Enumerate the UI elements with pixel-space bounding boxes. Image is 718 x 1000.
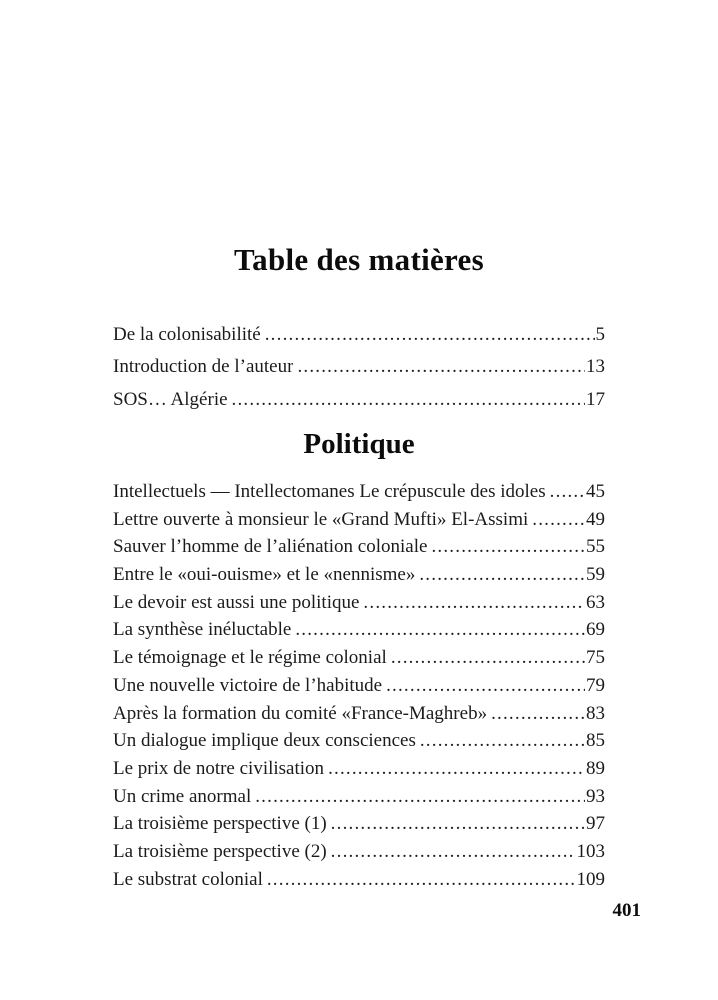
toc-entry — [113, 866, 605, 894]
toc-entry — [113, 533, 605, 561]
dot-leader — [295, 616, 585, 644]
toc-entry-page: 49 — [586, 508, 605, 530]
dot-leader — [550, 478, 585, 506]
dot-leader — [331, 838, 576, 866]
toc-entry-page: 69 — [586, 619, 605, 641]
dot-leader — [420, 727, 585, 755]
toc-entry-page: 45 — [586, 481, 605, 502]
toc-entry-title: Une nouvelle victoire de l’habitude — [113, 674, 383, 696]
toc-entry — [113, 506, 605, 534]
toc-entry — [113, 616, 605, 644]
toc-entry-page: 83 — [586, 702, 605, 724]
toc-entry-page: 63 — [586, 591, 605, 613]
toc-entry — [113, 727, 605, 755]
toc-entry — [113, 810, 605, 838]
dot-leader — [255, 783, 585, 811]
toc-entry-page: 5 — [595, 324, 605, 345]
toc-entry-page: 75 — [586, 647, 605, 669]
dot-leader — [532, 506, 585, 534]
dot-leader — [419, 561, 585, 589]
toc-entry-page: 93 — [586, 785, 605, 807]
section-heading-politique: Politique — [303, 428, 415, 460]
toc-entry — [113, 351, 605, 383]
toc-entry — [113, 755, 605, 783]
page-title: Table des matières — [234, 242, 484, 277]
dot-leader — [297, 351, 585, 383]
toc-entry-title: Le prix de notre civilisation — [113, 757, 325, 779]
toc-entry-title: Introduction de l’auteur — [113, 356, 294, 378]
dot-leader — [491, 700, 585, 728]
toc-entry-title: Lettre ouverte à monsieur le «Grand Mufti» El-Assimi — [113, 508, 529, 530]
dot-leader — [331, 810, 585, 838]
toc-entry-page: 55 — [586, 536, 605, 558]
dot-leader — [265, 319, 595, 351]
toc-entry — [113, 319, 605, 351]
toc-entry-title: De la colonisabilité — [113, 324, 261, 345]
toc-entry-title: SOS… Algérie — [113, 388, 228, 410]
dot-leader — [363, 589, 585, 617]
toc-entry-title: Après la formation du comité «France-Maghreb» — [113, 702, 488, 724]
toc-entry-page: 13 — [586, 356, 605, 378]
toc-entry-page: 85 — [586, 730, 605, 752]
toc-entry-title: La synthèse inéluctable — [113, 619, 292, 641]
dot-leader — [391, 644, 585, 672]
toc-entry-page: 89 — [586, 757, 605, 779]
toc-entry — [113, 561, 605, 589]
dot-leader — [431, 533, 585, 561]
toc-politique-section — [113, 478, 605, 893]
toc-entry — [113, 783, 605, 811]
dot-leader — [267, 866, 576, 894]
toc-entry-page: 17 — [586, 388, 605, 410]
dot-leader — [386, 672, 585, 700]
toc-entry-title: Le témoignage et le régime colonial — [113, 647, 387, 669]
toc-entry-page: 79 — [586, 674, 605, 696]
dot-leader — [328, 755, 585, 783]
toc-entry-title: La troisième perspective (2) — [113, 840, 327, 862]
toc-entry — [113, 589, 605, 617]
toc-entry-page: 97 — [586, 813, 605, 835]
toc-front-matter — [113, 319, 605, 416]
toc-entry-title: La troisième perspective (1) — [113, 813, 327, 835]
toc-entry-page: 59 — [586, 564, 605, 586]
toc-entry — [113, 384, 605, 416]
toc-entry — [113, 672, 605, 700]
toc-entry-title: Sauver l’homme de l’aliénation coloniale — [113, 536, 428, 558]
toc-entry — [113, 478, 605, 506]
toc-entry-title: Entre le «oui-ouisme» et le «nennisme» — [113, 564, 416, 586]
page-number: 401 — [612, 900, 641, 921]
toc-entry-page: 103 — [576, 840, 605, 862]
toc-entry — [113, 644, 605, 672]
toc-entry-title: Intellectuels — Intellectomanes Le crépuscule des idoles — [113, 481, 546, 502]
toc-entry — [113, 838, 605, 866]
toc-entry-title: Un dialogue implique deux consciences — [113, 730, 416, 752]
toc-entry-title: Le substrat colonial — [113, 868, 263, 890]
toc-entry-title: Le devoir est aussi une politique — [113, 591, 360, 613]
toc-entry-page: 109 — [576, 868, 605, 890]
toc-entry-title: Un crime anormal — [113, 785, 252, 807]
toc-entry — [113, 700, 605, 728]
dot-leader — [232, 384, 585, 416]
